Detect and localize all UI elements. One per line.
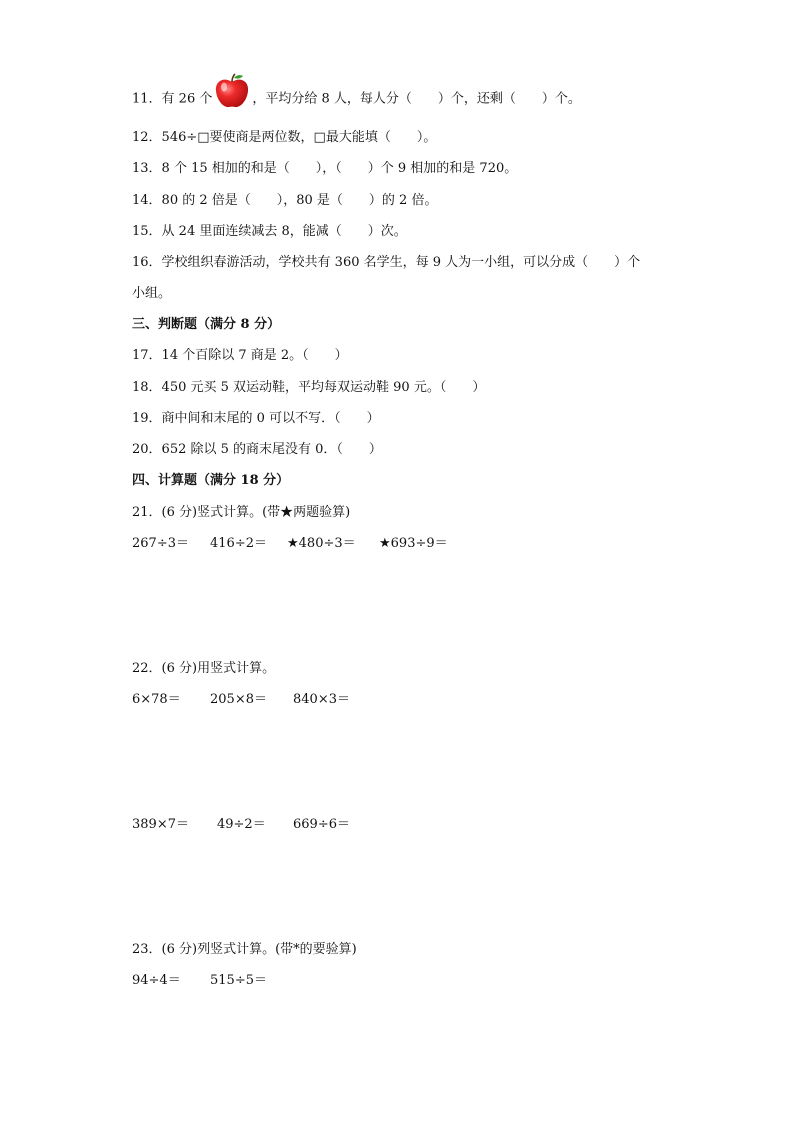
question-22-title: 22．(6 分)用竖式计算。 <box>132 661 276 676</box>
question-21-title: 21．(6 分)竖式计算。(带★两题验算) <box>132 505 351 520</box>
question-17: 17．14 个百除以 7 商是 2。（ ） <box>132 348 348 363</box>
calc-item: 49÷2＝ <box>217 817 266 832</box>
calc-item: 6×78＝ <box>132 692 181 707</box>
calc-item: 669÷6＝ <box>293 817 350 832</box>
section-3-heading: 三、判断题（满分 8 分） <box>132 317 281 332</box>
calc-item: 389×7＝ <box>132 817 189 832</box>
question-15: 15．从 24 里面连续减去 8，能减（ ）次。 <box>132 224 407 239</box>
question-12: 12．546÷□要使商是两位数，□最大能填（ ）。 <box>132 130 437 145</box>
question-16-line-2: 小组。 <box>132 286 172 301</box>
question-14: 14．80 的 2 倍是（ ），80 是（ ）的 2 倍。 <box>132 193 438 208</box>
calc-item: 205×8＝ <box>210 692 267 707</box>
question-16-line-1: 16．学校组织春游活动，学校共有 360 名学生，每 9 人为一小组，可以分成（ ）个 <box>132 255 641 270</box>
calc-item: 267÷3＝ <box>132 536 189 551</box>
question-11-text-end: ，平均分给 8 人，每人分（ ）个，还剩（ ）个。 <box>252 91 581 107</box>
calc-item: 515÷5＝ <box>210 973 267 988</box>
section-4-heading: 四、计算题（满分 18 分） <box>132 473 290 488</box>
calc-item: 94÷4＝ <box>132 973 181 988</box>
question-18: 18．450 元买 5 双运动鞋，平均每双运动鞋 90 元。（ ） <box>132 380 486 395</box>
calc-item: ★480÷3＝ <box>287 536 356 551</box>
question-19: 19．商中间和末尾的 0 可以不写．（ ） <box>132 411 380 426</box>
question-23-title: 23．(6 分)列竖式计算。(带*的要验算) <box>132 942 357 957</box>
calc-item: 416÷2＝ <box>210 536 267 551</box>
calc-item: ★693÷9＝ <box>379 536 448 551</box>
apple-icon <box>213 72 251 116</box>
calc-item: 840×3＝ <box>293 692 350 707</box>
question-11 <box>132 82 581 116</box>
question-13: 13．8 个 15 相加的和是（ ），（ ）个 9 相加的和是 720。 <box>132 161 518 176</box>
question-11-text-start: 11．有 26 个 <box>132 91 213 107</box>
question-20: 20．652 除以 5 的商末尾没有 0．（ ） <box>132 442 382 457</box>
